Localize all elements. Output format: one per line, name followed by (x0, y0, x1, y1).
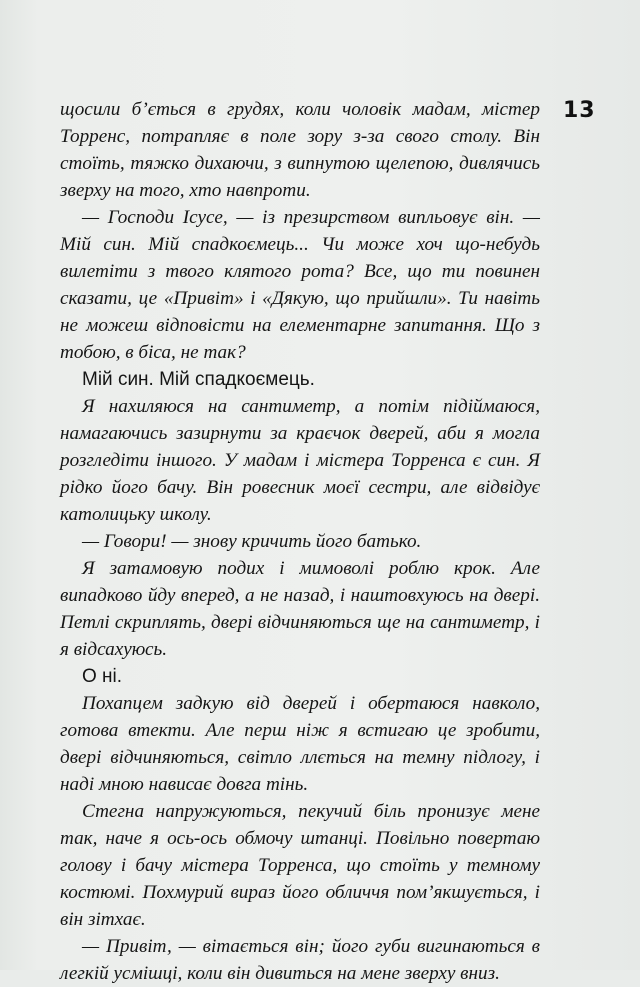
paragraph: — Господи Ісусе, — із презирством випльовує він. — Мій син. Мій спадкоємець... Чи може хоч що-небудь вилетіти з твого клятого рота? Все, що ти повинен сказати, це «Привіт» і «Дякую, що прийшли». Ти навіть не можеш відповісти на елементарне запитання. Що з тобою, в біса, не так? (60, 207, 540, 363)
paragraph: — Говори! — знову кричить його батько. (82, 531, 422, 552)
paragraph: Я затамовую подих і мимоволі роблю крок. Але випадково йду вперед, а не назад, і наштовхуюсь на двері. Петлі скриплять, двері відчиняються ще на сантиметр, і я відсахуюсь. (60, 558, 540, 660)
paragraph: О ні. (82, 666, 123, 687)
paragraph: Стегна напружуються, пекучий біль пронизує мене так, наче я ось-ось обмочу штанці. Повільно повертаю голову і бачу містера Торренса, що стоїть у темному костюмі. Похмурий вираз його обличчя пом’якшується, і він зітхає. (60, 801, 540, 930)
paragraph: Похапцем задкую від дверей і обертаюся навколо, готова втекти. Але перш ніж я встигаю це зробити, двері відчиняються, світло ллється на темну підлогу, і наді мною нависає довга тінь. (60, 693, 540, 795)
body-text (60, 96, 540, 987)
page-number: 13 (563, 98, 596, 123)
paragraph: Мій син. Мій спадкоємець. (82, 369, 315, 390)
paragraph: Я нахиляюся на сантиметр, а потім підіймаюся, намагаючись зазирнути за краєчок дверей, аби я могла розгледіти іншого. У мадам і містера Торренса є син. Я рідко його бачу. Він ровесник моєї сестри, але відвідує католицьку школу. (60, 396, 540, 525)
paragraph: — Привіт, — вітається він; його губи вигинаються в легкій усмішці, коли він дивиться на мене зверху вниз. (60, 936, 540, 984)
paragraph: щосили б’ється в грудях, коли чоловік мадам, містер Торренс, потрапляє в поле зору з-за свого столу. Він стоїть, тяжко дихаючи, з випнутою щелепою, дивлячись зверху на того, хто навпроти. (60, 99, 540, 201)
